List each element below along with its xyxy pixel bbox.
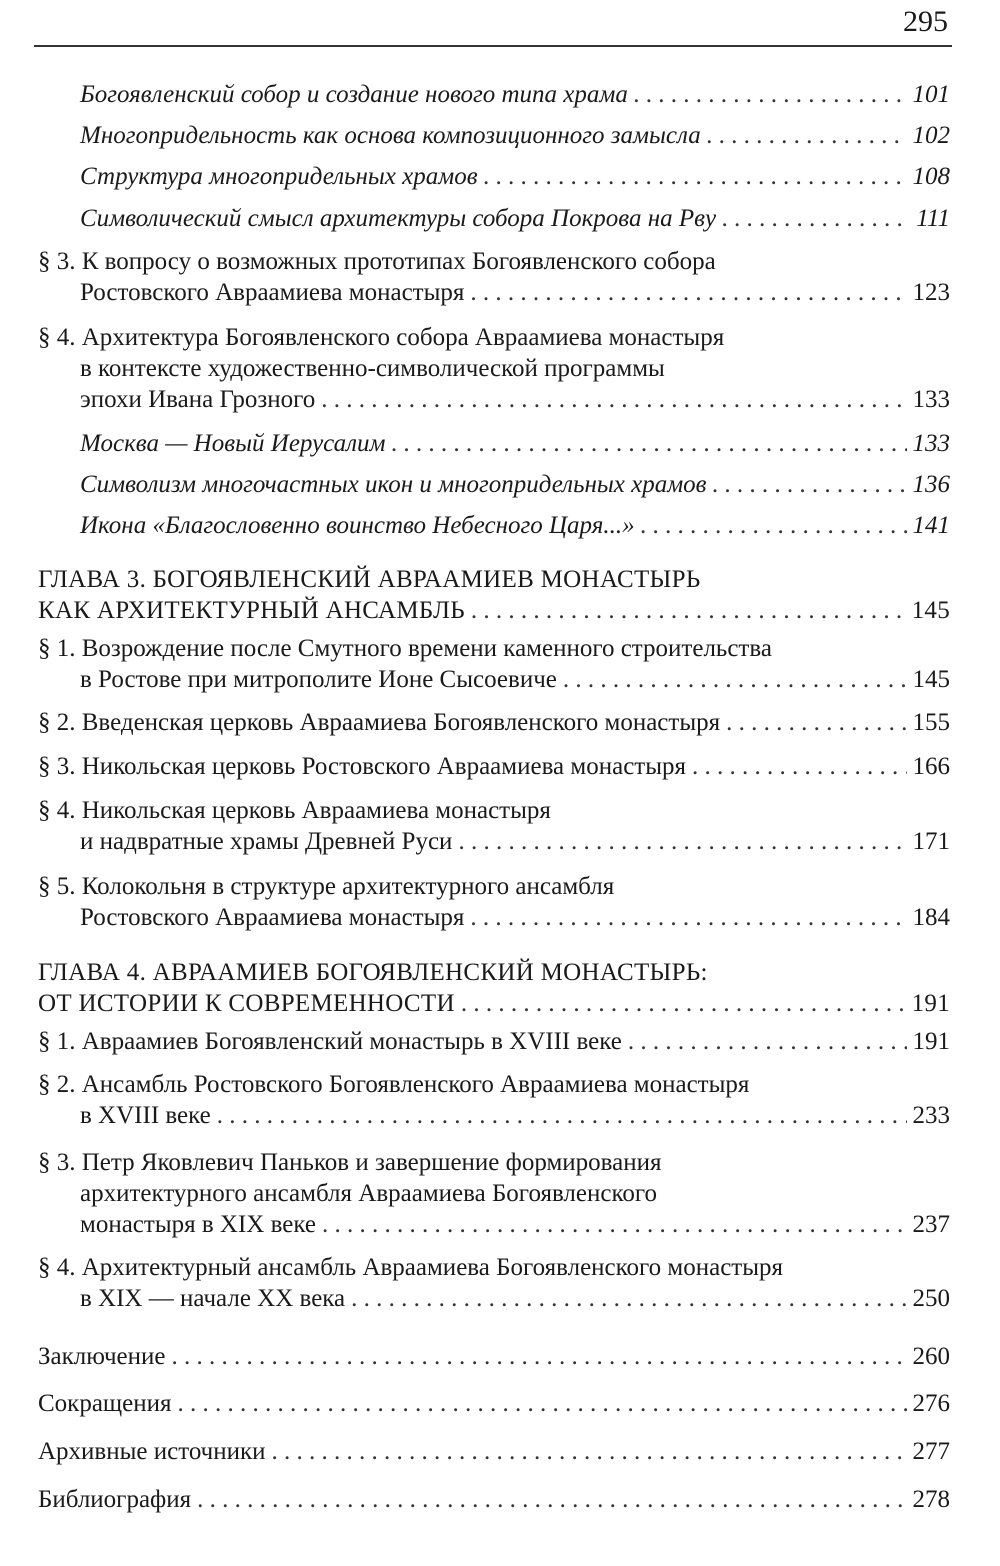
toc-entry (38, 322, 1000, 415)
toc-entry (80, 161, 1000, 192)
toc-entry-page: 155 (912, 709, 950, 736)
toc-entry (38, 1147, 1000, 1240)
toc-entry (38, 246, 1000, 308)
dot-leader (351, 1283, 906, 1314)
toc-entry (38, 795, 1000, 857)
toc-entry-title: § 2. Введенская церковь Авраамиева Богоявленского монастыря (38, 709, 721, 736)
toc-entry-page: 260 (912, 1343, 950, 1370)
toc-entry-title-line: в Ростове при митрополите Ионе Сысоевиче (80, 666, 557, 693)
toc-entry-title-line: § 4. Архитектура Богоявленского собора Авраамиева монастыря (38, 324, 725, 351)
toc-entry-page: 277 (912, 1438, 950, 1465)
toc-entry (38, 871, 1000, 933)
toc-entry-title: Структура многопридельных храмов (80, 163, 478, 190)
toc-entry (80, 79, 1000, 110)
toc-entry-page: 111 (916, 205, 950, 232)
toc-entry-title: Богоявленский собор и создание нового типа храма (80, 81, 628, 108)
dot-leader (713, 469, 907, 500)
chapter-title-line: ОТ ИСТОРИИ К СОВРЕМЕННОСТИ (38, 990, 455, 1017)
dot-leader (563, 664, 907, 695)
toc-entry-page: 237 (912, 1211, 950, 1238)
toc-entry (38, 1069, 1000, 1131)
toc-entry-page: 133 (912, 430, 950, 457)
header-rule (34, 45, 952, 47)
toc-entry-title-line: в контексте художественно-символической программы (80, 355, 665, 382)
dot-leader (197, 1484, 906, 1515)
toc-entry (38, 1388, 1000, 1419)
toc-entry (38, 633, 1000, 695)
toc-entry-title-line: § 5. Колокольня в структуре архитектурного ансамбля (38, 873, 615, 900)
dot-leader (461, 988, 906, 1019)
toc-entry (38, 1252, 1000, 1314)
chapter-heading (38, 564, 1000, 626)
toc-entry-title: Заключение (38, 1343, 166, 1370)
toc-entry-title: Архивные источники (38, 1438, 266, 1465)
dot-leader (471, 595, 906, 626)
toc-entry-title-line: § 4. Архитектурный ансамбль Авраамиева Богоявленского монастыря (38, 1254, 784, 1281)
toc-entry-page: 278 (912, 1486, 950, 1513)
toc-entry-title-line: в XVIII веке (80, 1102, 211, 1129)
toc-entry-page: 171 (912, 828, 950, 855)
toc-entry (80, 120, 1000, 151)
toc-entry-title-line: и надвратные храмы Древней Руси (80, 828, 453, 855)
dot-leader (172, 1341, 907, 1372)
toc-entry-page: 102 (912, 122, 950, 149)
dot-leader (628, 1026, 907, 1057)
toc-entry (80, 510, 1000, 541)
dot-leader (391, 428, 906, 459)
dot-leader (470, 902, 906, 933)
dot-leader (634, 79, 907, 110)
toc-entry-page: 276 (912, 1390, 950, 1417)
toc-entry-page: 101 (912, 81, 950, 108)
toc-entry-title-line: в XIX — начале XX века (80, 1285, 346, 1312)
dot-leader (458, 826, 906, 857)
dot-leader (707, 120, 907, 151)
dot-leader (641, 510, 907, 541)
toc-entry-page: 166 (912, 753, 950, 780)
toc-entry-title-line: эпохи Ивана Грозного (80, 386, 316, 413)
dot-leader (217, 1100, 907, 1131)
toc-entry (38, 1436, 1000, 1467)
toc-entry-page: 141 (912, 512, 950, 539)
chapter-title-line: ГЛАВА 3. БОГОЯВЛЕНСКИЙ АВРААМИЕВ МОНАСТЫРЬ (38, 566, 701, 593)
toc-entry-title: § 1. Авраамиев Богоявленский монастырь в XVIII веке (38, 1028, 622, 1055)
toc-entry-title: Библиография (38, 1486, 192, 1513)
toc-entry-page: 123 (912, 279, 950, 306)
toc-entry-page: 191 (912, 1028, 950, 1055)
toc-entry-page: 233 (912, 1102, 950, 1129)
dot-leader (322, 1209, 907, 1240)
toc-entry-title-line: Ростовского Авраамиева монастыря (80, 904, 465, 931)
toc-entry-title-line: § 4. Никольская церковь Авраамиева монастыря (38, 797, 551, 824)
toc-entry-title-line: § 3. Петр Яковлевич Паньков и завершение формирования (38, 1149, 662, 1176)
toc-entry-title-line: архитектурного ансамбля Авраамиева Богоявленского (80, 1180, 657, 1207)
toc-entry (38, 1341, 1000, 1372)
toc-entry-title-line: Ростовского Авраамиева монастыря (80, 279, 465, 306)
toc-entry-page: 145 (911, 597, 950, 624)
toc-entry (38, 707, 1000, 738)
toc-entry (80, 469, 1000, 500)
toc-entry-page: 108 (912, 163, 950, 190)
toc-entry-page: 191 (911, 990, 950, 1017)
toc-entry (80, 203, 1000, 234)
toc-entry-title: Икона «Благословенно воинство Небесного Царя...» (80, 512, 635, 539)
toc-entry-page: 136 (912, 471, 950, 498)
toc-entry-title: Символизм многочастных икон и многопридельных храмов (80, 471, 707, 498)
toc-entry (38, 1484, 1000, 1515)
toc-entry-title-line: § 3. К вопросу о возможных прототипах Богоявленского собора (38, 248, 716, 275)
dot-leader (321, 384, 906, 415)
dot-leader (692, 751, 906, 782)
toc-entry-page: 133 (912, 386, 950, 413)
toc-entry-page: 145 (912, 666, 950, 693)
toc-entry-title: § 3. Никольская церковь Ростовского Авраамиева монастыря (38, 753, 687, 780)
dot-leader (726, 707, 906, 738)
toc-entry-page: 250 (912, 1285, 950, 1312)
toc-entry-title-line: § 1. Возрождение после Смутного времени каменного строительства (38, 635, 772, 662)
dot-leader (272, 1436, 907, 1467)
toc-entry (80, 428, 1000, 459)
toc-entry (38, 1026, 1000, 1057)
toc-entry-title: Символический смысл архитектуры собора Покрова на Рву (80, 205, 717, 232)
page-number: 295 (903, 5, 948, 38)
chapter-heading (38, 957, 1000, 1019)
dot-leader (484, 161, 907, 192)
toc-entry-title-line: монастыря в XIX веке (80, 1211, 316, 1238)
chapter-title-line: ГЛАВА 4. АВРААМИЕВ БОГОЯВЛЕНСКИЙ МОНАСТЫРЬ: (38, 959, 708, 986)
dot-leader (178, 1388, 907, 1419)
toc-entry-title: Москва — Новый Иерусалим (80, 430, 386, 457)
toc-entry-title-line: § 2. Ансамбль Ростовского Богоявленского Авраамиева монастыря (38, 1071, 750, 1098)
toc-entry (38, 751, 1000, 782)
toc-entry-page: 184 (912, 904, 950, 931)
toc-entry-title: Сокращения (38, 1390, 172, 1417)
dot-leader (470, 277, 906, 308)
dot-leader (722, 203, 910, 234)
chapter-title-line: КАК АРХИТЕКТУРНЫЙ АНСАМБЛЬ (38, 597, 465, 624)
toc-entry-title: Многопридельность как основа композиционного замысла (80, 122, 701, 149)
